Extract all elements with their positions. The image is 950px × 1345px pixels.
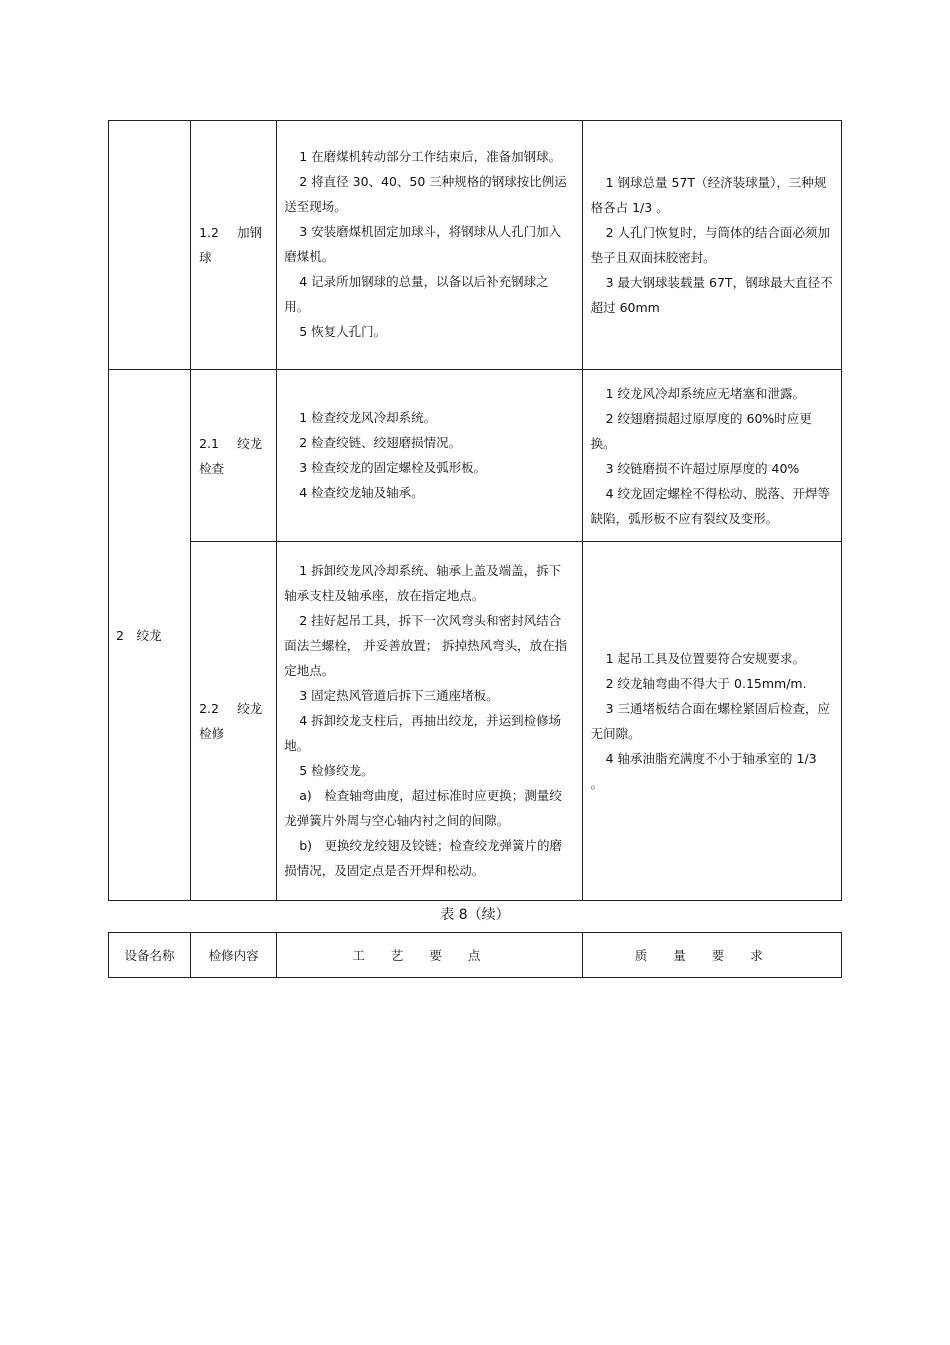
item-name-cont: 检修 <box>199 726 225 741</box>
quality-item: 1 起吊工具及位置要符合安规要求。 <box>605 651 806 666</box>
table-row <box>109 542 842 901</box>
quality-item: 3 最大钢球装载量 67T，钢球最大直径不超过 60mm <box>590 275 833 315</box>
equipment-cell: 2 绞龙 <box>109 370 191 901</box>
quality-item: 2 绞龙轴弯曲不得大于 0.15mm/m. <box>605 676 807 691</box>
item-cell <box>191 370 277 542</box>
process-step: 1 检查绞龙风冷却系统。 <box>299 409 437 425</box>
quality-item: 3 绞链磨损不许超过原厚度的 40% <box>605 460 800 476</box>
item-name: 加钢 <box>237 225 263 240</box>
maintenance-table <box>108 120 842 901</box>
header-row <box>109 933 842 978</box>
header-process: 工艺要点 <box>277 933 582 978</box>
item-name: 绞龙 <box>237 435 263 451</box>
process-step: 4 拆卸绞龙支柱后，再抽出绞龙，并运到检修场地。 <box>284 712 562 753</box>
header-equipment: 设备名称 <box>109 933 191 978</box>
process-step: a) 检查轴弯曲度，超过标准时应更换；测量绞龙弹簧片外周与空心轴内衬之间的间隙。 <box>284 787 562 828</box>
process-step: 3 检查绞龙的固定螺栓及弧形板。 <box>299 459 487 475</box>
quality-cell <box>582 121 841 370</box>
process-step: 3 固定热风管道后拆下三通座堵板。 <box>299 687 499 703</box>
item-cell <box>191 121 277 370</box>
item-number: 2.2 <box>199 701 219 716</box>
quality-item: 2 人孔门恢复时，与筒体的结合面必须加垫子且双面抹胶密封。 <box>590 225 831 265</box>
item-number: 1.2 <box>199 225 219 240</box>
process-cell <box>277 121 582 370</box>
item-cell <box>191 542 277 901</box>
item-name: 绞龙 <box>237 701 263 716</box>
quality-item: 1 钢球总量 57T（经济装球量），三种规格各占 1/3 。 <box>590 175 827 215</box>
quality-cell <box>582 542 841 901</box>
process-step: 3 安装磨煤机固定加球斗，将钢球从人孔门加入磨煤机。 <box>284 224 562 264</box>
process-step: 5 恢复人孔门。 <box>299 324 387 339</box>
process-step: 5 检修绞龙。 <box>299 762 374 778</box>
quality-item: 2 绞翅磨损超过原厚度的 60%时应更换。 <box>590 410 812 451</box>
process-step: 1 拆卸绞龙风冷却系统、轴承上盖及端盖，拆下轴承支柱及轴承座，放在指定地点。 <box>284 562 562 603</box>
quality-item: 4 轴承油脂充满度不小于轴承室的 1/3 。 <box>590 751 817 791</box>
process-step: 1 在磨煤机转动部分工作结束后，准备加钢球。 <box>299 149 562 164</box>
quality-item: 3 三通堵板结合面在螺栓紧固后检查，应无间隙。 <box>590 701 831 741</box>
header-content: 检修内容 <box>191 933 277 978</box>
process-step: 4 检查绞龙轴及轴承。 <box>299 484 424 500</box>
quality-cell <box>582 370 841 542</box>
header-quality: 质量要求 <box>582 933 841 978</box>
process-step: 4 记录所加钢球的总量，以备以后补充钢球之用。 <box>284 274 549 314</box>
process-step: 2 检查绞链、绞翅磨损情况。 <box>299 434 462 450</box>
process-cell <box>277 542 582 901</box>
header-table <box>108 932 842 978</box>
table-caption: 表 8（续） <box>440 907 510 923</box>
process-step: 2 挂好起吊工具，拆下一次风弯头和密封风结合面法兰螺栓， 并妥善放置； 拆掉热风弯头，放在指定地点。 <box>284 612 568 678</box>
table-row <box>109 121 842 370</box>
process-cell <box>277 370 582 542</box>
process-step: b) 更换绞龙绞翅及铰链；检查绞龙弹簧片的磨损情况，及固定点是否开焊和松动。 <box>284 837 563 878</box>
table-row <box>109 370 842 542</box>
item-name-cont: 检查 <box>199 460 225 476</box>
quality-item: 1 绞龙风冷却系统应无堵塞和泄露。 <box>605 385 806 401</box>
quality-item: 4 绞龙固定螺栓不得松动、脱落、开焊等缺陷，弧形板不应有裂纹及变形。 <box>590 485 831 526</box>
item-name-cont: 球 <box>199 250 212 265</box>
item-number: 2.1 <box>199 435 219 451</box>
process-step: 2 将直径 30、40、50 三种规格的钢球按比例运送至现场。 <box>284 174 567 214</box>
equipment-cell <box>109 121 191 370</box>
